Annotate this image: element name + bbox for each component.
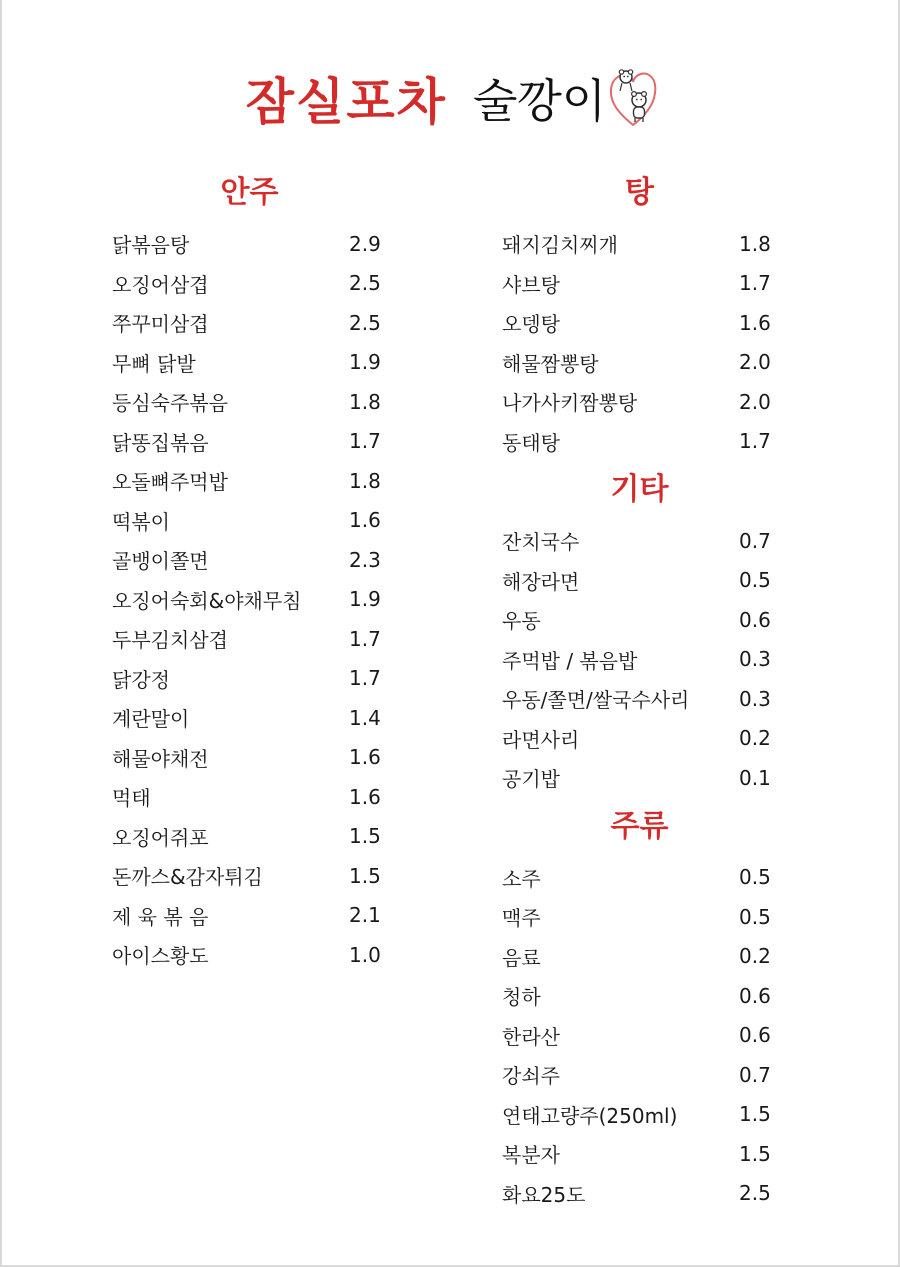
menu-item [502, 1095, 777, 1135]
item-price: 2.5 [349, 310, 381, 335]
item-name: 두부김치삼겹 [112, 628, 228, 653]
item-price: 0.7 [739, 528, 771, 553]
gita-section-title: 기타 [610, 472, 669, 507]
menu-item [502, 343, 777, 383]
menu-item [112, 422, 387, 462]
item-price: 1.5 [739, 1102, 771, 1127]
menu-item [112, 501, 387, 541]
item-name: 해장라면 [502, 569, 580, 594]
item-price: 1.6 [739, 310, 771, 335]
anju-section-title: 안주 [220, 175, 279, 210]
menu-item [502, 600, 777, 640]
item-name: 오징어숙회&야채무침 [112, 588, 302, 613]
menu-item [112, 343, 387, 383]
menu-item [502, 264, 777, 304]
item-name: 닭볶음탕 [112, 233, 190, 258]
item-name: 제 육 볶 음 [112, 904, 209, 929]
menu-item [112, 580, 387, 620]
item-price: 0.6 [739, 607, 771, 632]
item-price: 1.7 [349, 626, 381, 651]
menu-header [2, 62, 900, 134]
item-price: 0.7 [739, 1062, 771, 1087]
menu-item [502, 224, 777, 264]
item-name: 주먹밥 / 볶음밥 [502, 648, 638, 673]
menu-item [502, 303, 777, 343]
item-price: 0.6 [739, 983, 771, 1008]
item-price: 1.8 [349, 468, 381, 493]
item-price: 0.1 [739, 765, 771, 790]
menu-item [502, 719, 777, 759]
item-name: 돈까스&감자튀김 [112, 865, 263, 890]
item-name: 복분자 [502, 1143, 560, 1168]
right-column [502, 170, 777, 1213]
menu-item [112, 540, 387, 580]
item-price: 1.4 [349, 705, 381, 730]
menu-item [502, 1055, 777, 1095]
item-price: 1.8 [349, 389, 381, 414]
menu-item [112, 461, 387, 501]
item-name: 오징어쥐포 [112, 825, 209, 850]
menu-item [502, 937, 777, 977]
item-name: 소주 [502, 866, 541, 891]
item-price: 1.6 [349, 508, 381, 533]
item-price: 1.9 [349, 587, 381, 612]
item-price: 1.8 [739, 231, 771, 256]
item-name: 아이스황도 [112, 944, 209, 969]
anju-column [112, 170, 387, 975]
restaurant-subtitle: 술깡이 [472, 74, 607, 128]
item-name: 공기밥 [502, 767, 560, 792]
item-name: 연태고량주(250ml) [502, 1103, 678, 1128]
gita-list [502, 521, 777, 798]
item-name: 쭈꾸미삼겹 [112, 312, 209, 337]
item-price: 0.5 [739, 904, 771, 929]
menu-item [112, 264, 387, 304]
tang-section-title: 탕 [625, 175, 654, 210]
item-price: 1.5 [349, 863, 381, 888]
menu-item [502, 758, 777, 798]
item-price: 0.5 [739, 865, 771, 890]
item-price: 1.7 [739, 271, 771, 296]
item-price: 1.6 [349, 784, 381, 809]
menu-item [112, 619, 387, 659]
item-name: 오돌뼈주먹밥 [112, 470, 228, 495]
restaurant-name: 잠실포차 [245, 73, 447, 131]
item-price: 0.3 [739, 686, 771, 711]
juryu-list [502, 858, 777, 1214]
menu-item [112, 856, 387, 896]
item-price: 1.5 [739, 1141, 771, 1166]
menu-item [502, 561, 777, 601]
item-price: 2.0 [739, 389, 771, 414]
menu-item [112, 659, 387, 699]
item-name: 나가사키짬뽕탕 [502, 391, 638, 416]
item-name: 잔치국수 [502, 530, 580, 555]
item-name: 오징어삼겹 [112, 272, 209, 297]
menu-item [112, 303, 387, 343]
bear-heart-logo-icon [608, 67, 658, 129]
item-name: 동태탕 [502, 430, 560, 455]
item-name: 해물짬뽕탕 [502, 351, 599, 376]
item-price: 1.7 [349, 429, 381, 454]
item-name: 계란말이 [112, 707, 190, 732]
menu-item [112, 896, 387, 936]
menu-item [502, 382, 777, 422]
item-price: 2.5 [739, 1181, 771, 1206]
item-name: 골뱅이쫄면 [112, 549, 209, 574]
menu-item [502, 858, 777, 898]
menu-item [502, 679, 777, 719]
item-price: 1.7 [349, 666, 381, 691]
menu-item [112, 698, 387, 738]
item-name: 닭강정 [112, 667, 170, 692]
item-price: 2.9 [349, 231, 381, 256]
item-name: 라면사리 [502, 727, 580, 752]
item-price: 0.5 [739, 568, 771, 593]
menu-item [112, 777, 387, 817]
item-name: 샤브탕 [502, 272, 560, 297]
item-name: 해물야채전 [112, 746, 209, 771]
item-price: 0.6 [739, 1023, 771, 1048]
menu-item [112, 382, 387, 422]
tang-list [502, 224, 777, 461]
item-name: 화요25도 [502, 1182, 586, 1207]
item-price: 1.0 [349, 942, 381, 967]
item-name: 등심숙주볶음 [112, 391, 228, 416]
juryu-section-title: 주류 [610, 808, 669, 844]
item-price: 2.5 [349, 271, 381, 296]
item-name: 오뎅탕 [502, 312, 560, 337]
item-name: 청하 [502, 985, 541, 1010]
item-name: 한라산 [502, 1024, 560, 1049]
item-price: 1.9 [349, 350, 381, 375]
menu-item [502, 521, 777, 561]
item-price: 1.6 [349, 745, 381, 770]
item-name: 무뼈 닭발 [112, 351, 196, 376]
item-price: 2.3 [349, 547, 381, 572]
menu-item [502, 1174, 777, 1214]
menu-item [112, 935, 387, 975]
menu-item [502, 1134, 777, 1174]
menu-item [112, 738, 387, 778]
item-name: 우동 [502, 609, 541, 634]
menu-item [502, 1016, 777, 1056]
item-price: 2.1 [349, 903, 381, 928]
menu-item [502, 897, 777, 937]
item-name: 돼지김치찌개 [502, 233, 618, 258]
item-price: 1.7 [739, 429, 771, 454]
menu-item [112, 224, 387, 264]
item-name: 맥주 [502, 906, 541, 931]
item-price: 1.5 [349, 824, 381, 849]
menu-item [502, 640, 777, 680]
item-price: 0.2 [739, 944, 771, 969]
item-name: 떡볶이 [112, 509, 170, 534]
item-name: 강쇠주 [502, 1064, 560, 1089]
item-price: 2.0 [739, 350, 771, 375]
item-price: 0.3 [739, 647, 771, 672]
menu-item [502, 976, 777, 1016]
anju-list [112, 224, 387, 975]
item-name: 먹태 [112, 786, 151, 811]
menu-item [502, 422, 777, 462]
item-name: 음료 [502, 945, 541, 970]
item-name: 우동/쫄면/쌀국수사리 [502, 688, 690, 713]
item-name: 닭똥집볶음 [112, 430, 209, 455]
menu-item [112, 817, 387, 857]
item-price: 0.2 [739, 726, 771, 751]
